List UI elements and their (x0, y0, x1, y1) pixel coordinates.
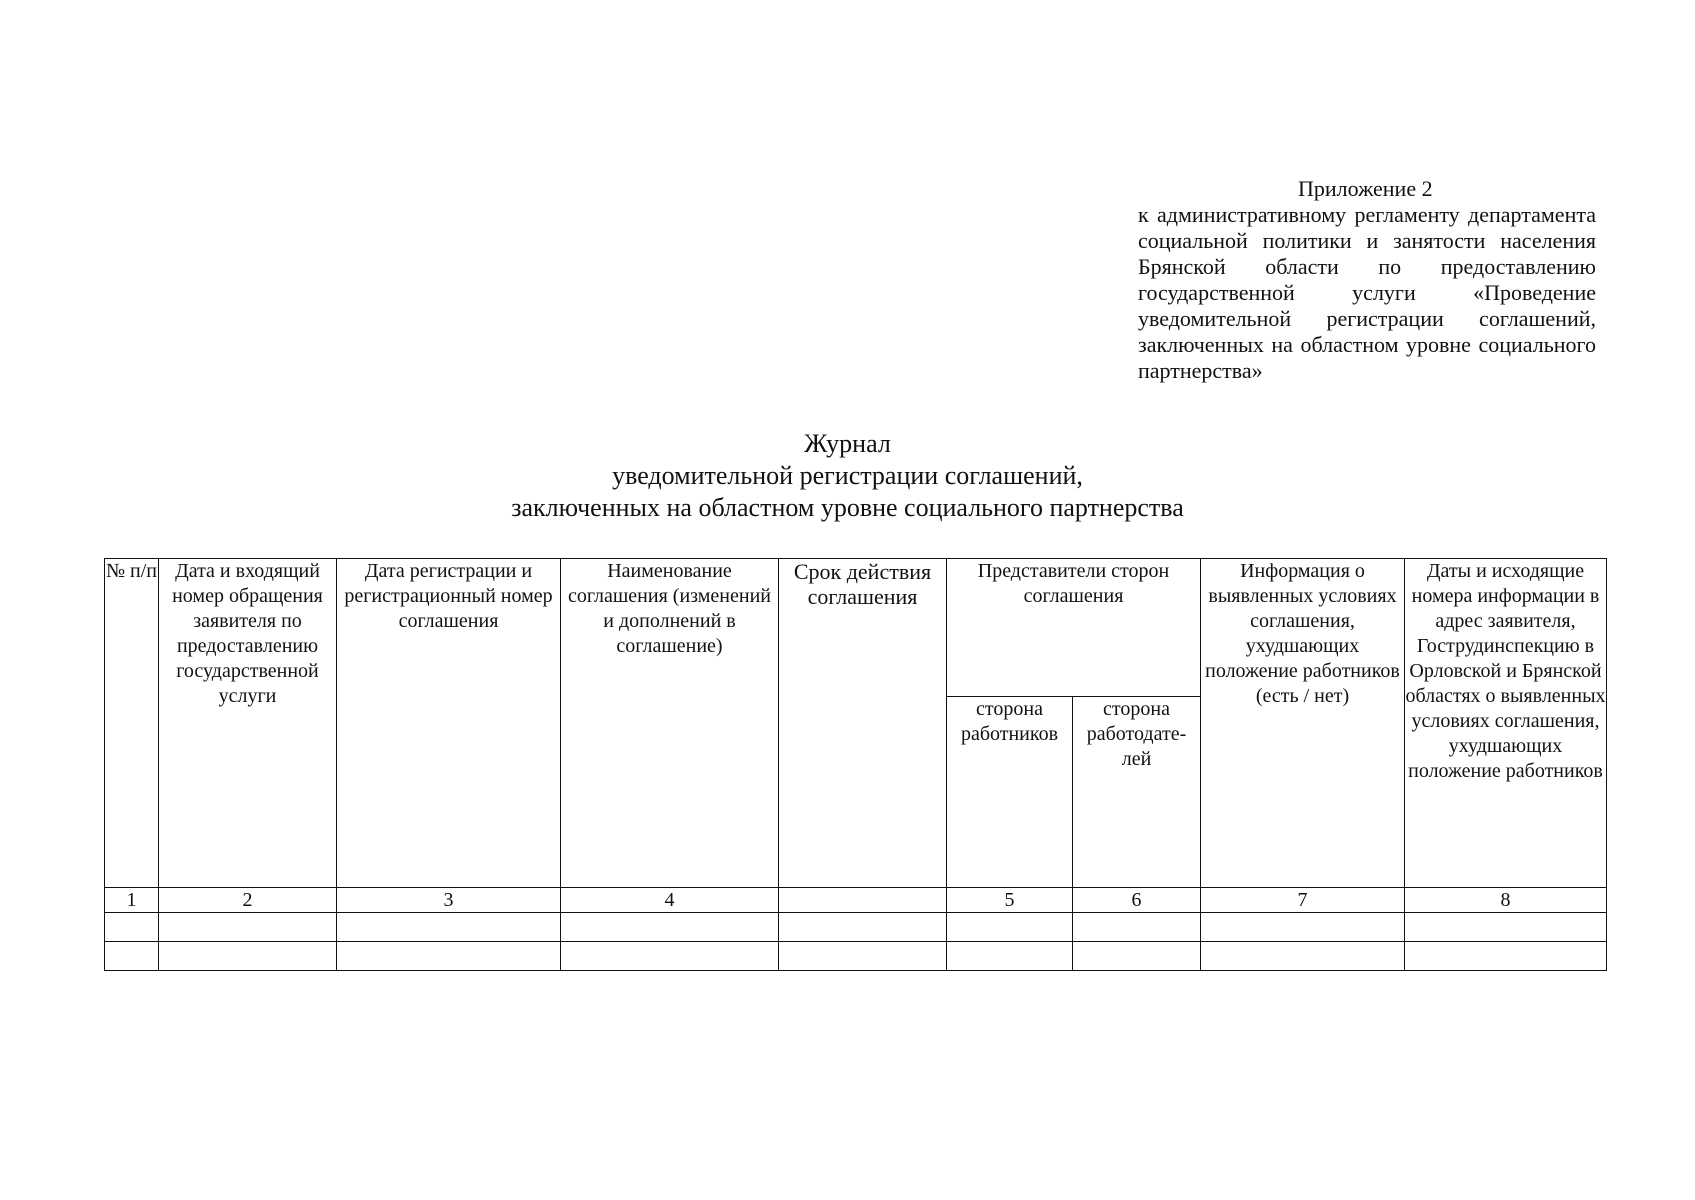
table-cell (947, 913, 1073, 942)
header-agreement-name: Наименование соглашения (изменений и дополнений в соглашение) (561, 559, 779, 888)
table-cell (561, 942, 779, 971)
column-number (779, 888, 947, 913)
table-cell (159, 913, 337, 942)
appendix-text: к административному регламенту департамента социальной политики и занятости населения Брянской области по предоставлению государственной услуги «Проведение уведомительной регистрации соглашений, заключенных на областном уровне социального партнерства» (1138, 202, 1596, 383)
column-number: 8 (1405, 888, 1607, 913)
table-row (105, 913, 1607, 942)
journal-subtitle-line2: заключенных на областном уровне социального партнерства (511, 493, 1184, 522)
header-registration-date: Дата регистрации и регистрационный номер соглашения (337, 559, 561, 888)
column-number: 1 (105, 888, 159, 913)
column-number: 2 (159, 888, 337, 913)
header-representatives: Представители сторон соглашения (947, 559, 1201, 697)
table-cell (105, 942, 159, 971)
header-workers-side: сторона работников (947, 697, 1073, 888)
table-cell (337, 942, 561, 971)
header-outgoing-info: Даты и исходящие номера информации в адрес заявителя, Гострудинспекцию в Орловской и Брянской областях о выявленных условиях соглашения, ухудшающих положение работников (1405, 559, 1607, 888)
header-application-date: Дата и входящий номер обращения заявителя по предоставлению государственной услуги (159, 559, 337, 888)
column-number: 4 (561, 888, 779, 913)
header-worsening-info: Информация о выявленных условиях соглашения, ухудшающих положение работников (есть / нет) (1201, 559, 1405, 888)
column-number-row (105, 888, 1607, 913)
column-number: 5 (947, 888, 1073, 913)
table-cell (1073, 913, 1201, 942)
table-cell (1405, 942, 1607, 971)
appendix-block (1138, 176, 1596, 384)
table-cell (337, 913, 561, 942)
column-number: 6 (1073, 888, 1201, 913)
column-number: 7 (1201, 888, 1405, 913)
journal-subtitle-line1: уведомительной регистрации соглашений, (612, 461, 1083, 490)
table-cell (947, 942, 1073, 971)
header-employers-side: сторона работодате-лей (1073, 697, 1201, 888)
table-cell (779, 913, 947, 942)
header-number: № п/п (105, 559, 159, 888)
header-validity-period: Срок действия соглашения (779, 559, 947, 888)
table-cell (159, 942, 337, 971)
table-cell (1201, 942, 1405, 971)
appendix-title: Приложение 2 (1298, 176, 1433, 201)
table-cell (1073, 942, 1201, 971)
table-row (105, 942, 1607, 971)
table-cell (1201, 913, 1405, 942)
column-number: 3 (337, 888, 561, 913)
table-cell (105, 913, 159, 942)
journal-title: Журнал (804, 429, 891, 458)
table-cell (779, 942, 947, 971)
table-cell (561, 913, 779, 942)
table-cell (1405, 913, 1607, 942)
journal-table (104, 558, 1607, 971)
